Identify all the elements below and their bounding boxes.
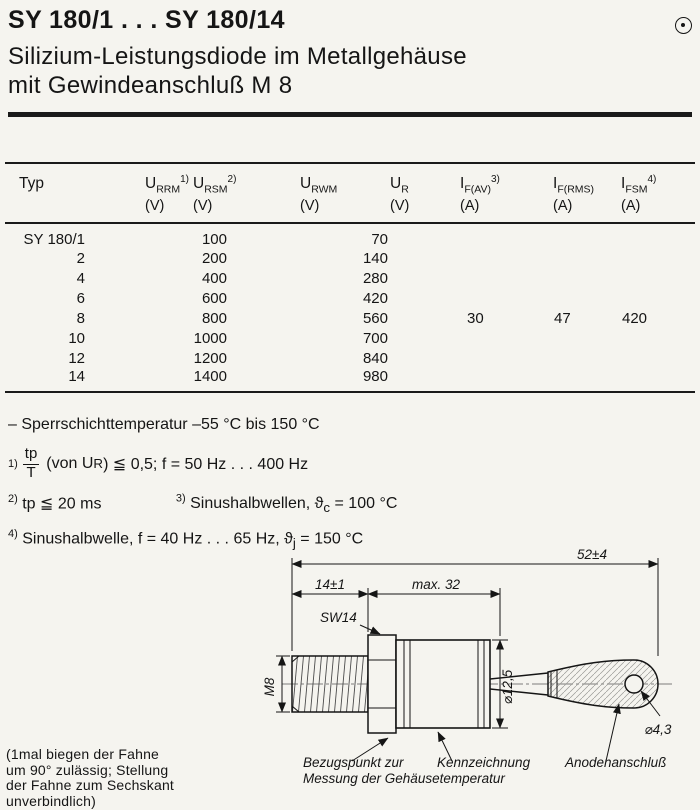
cell-ifrms [540,328,615,348]
cell-typ: 2 [76,249,85,267]
cell-ifsm [615,288,695,308]
cell-typ: 14 [68,368,85,386]
cell-ifav [450,348,540,368]
table-header-row [5,163,695,223]
fraction: $\frac{tp}{T}$ [24,445,38,481]
cell-typ: SY 180/1 [23,231,85,249]
cell-ifav [450,368,540,392]
footnote-4: $^{4)}$ Sinushalbwelle, f = 40 Hz . . . 65 Hz, $ϑ_j = 150$ °C [8,527,364,551]
cell-ifrms [540,268,615,288]
column-header-ifav: $I_{F(AV)}^{3)}$ (A) [450,163,540,223]
cell-urwm: 840 [362,349,388,367]
cell-urwm: 280 [362,269,388,287]
cell-urwm: 980 [362,368,388,386]
cell-urrm: 1200 [193,349,227,367]
threaded-stud [292,656,368,712]
anode-terminal-label: Anodenanschluß [565,755,667,770]
bend-note [6,747,174,810]
table-row [5,248,695,268]
cell-ifsm [615,223,695,248]
cell-ifsm [615,368,695,392]
total-length-label: 52±4 [577,548,607,562]
subtitle-line-2: mit Gewindeanschluß M 8 [8,72,293,100]
cell-ifsm [615,248,695,268]
cell-urwm: 140 [362,249,388,267]
anode-lug [548,660,658,708]
page-header [8,6,668,101]
cell-urrm: 600 [201,289,227,307]
cell-urwm: 420 [362,289,388,307]
ratings-table [5,162,695,393]
table-row [5,308,695,328]
cell-typ: 10 [68,329,85,347]
junction-temp-note: – Sperrschichttemperatur –55 °C bis 150 °C [8,416,320,433]
cell-typ: 12 [68,349,85,367]
cell-ifrms [540,248,615,268]
table-row [5,328,695,348]
cell-ifav [450,248,540,268]
bend-note-line: unverbindlich) [6,793,96,810]
cell-typ: 4 [76,269,85,287]
marking-label: Kennzeichnung [437,755,531,770]
body-length-label: max. 32 [411,577,461,592]
cell-ifav [450,328,540,348]
column-header-typ: Typ [5,163,135,223]
body-diameter-label: ⌀12,5 [500,669,515,705]
hole-diameter-label: ⌀4,3 [644,722,672,737]
diode-body [396,640,490,728]
cell-ifav [450,268,540,288]
bend-note-line: der Fahne zum Sechskant [6,777,175,794]
title-rule [8,112,692,117]
cell-ifav: 30 [467,309,484,327]
cell-ifav [450,223,540,248]
reference-point-label-line2: Messung der Gehäusetemperatur [303,771,505,786]
cell-ifsm [615,268,695,288]
cell-urrm: 400 [201,269,227,287]
cell-ifav [450,288,540,308]
cell-ifrms: 47 [554,309,571,327]
part-number-title: SY 180/1 . . . SY 180/14 [8,6,285,34]
lug-hole [625,675,643,693]
cell-urwm: 700 [362,329,388,347]
cell-ifsm [615,328,695,348]
table-row [5,288,695,308]
notes-section [8,416,397,562]
footnote-1: 1) $\frac{tp}{T}$ (von U R ) ≦ 0,5; f = 50 Hz . . . 400 Hz [8,445,309,481]
subtitle [8,42,668,101]
thread-size-label: M8 [262,677,277,697]
bend-note-line: um 90° zulässig; Stellung [6,761,169,778]
reference-point-label-line1: Bezugspunkt zur [303,755,404,770]
wrench-size-label: SW14 [320,610,357,625]
table-row [5,368,695,392]
table-row [5,348,695,368]
column-header-urrm: $U_{RRM}^{1)}$ (V) [135,163,190,223]
stud-length-label: 14±1 [315,577,345,592]
bend-note-line: (1mal biegen der Fahne [6,746,160,762]
cell-ifrms [540,368,615,392]
table-row [5,268,695,288]
column-header-ifrms: $I_{F(RMS)}$ (A) [540,163,615,223]
cell-urrm: 1000 [193,329,227,347]
circled-dot-icon [675,17,692,34]
cell-ifsm: 420 [622,309,648,327]
dot-icon [681,23,685,27]
cell-ifrms [540,288,615,308]
cell-urrm: 800 [201,309,227,327]
column-header-urwm: $U_{RWM}$ (V) [265,163,375,223]
table-row [5,223,695,248]
hex-nut [368,635,396,733]
cell-urrm: 200 [201,249,227,267]
column-header-ifsm: $I_{FSM}^{4)}$ (A) [615,163,695,223]
cell-urrm: 1400 [193,368,227,386]
cell-typ: 8 [76,309,85,327]
cell-urrm: 100 [201,231,227,249]
footnote-3: $^{3)}$ Sinushalbwellen, $ϑ_c = 100$ °C [175,493,398,516]
column-header-ur: $U_R$ (V) [375,163,450,223]
footnote-2-3: $^{2)}$ tp ≦ 20 ms $^{3)}$ Sinushalbwellen, $ϑ_c = 100$ °C [8,493,398,516]
cell-ifrms [540,223,615,248]
cell-urwm: 70 [371,231,388,249]
cell-ifrms [540,348,615,368]
cell-urwm: 560 [362,309,388,327]
cell-typ: 6 [76,289,85,307]
cell-ifsm [615,348,695,368]
subtitle-line-1: Silizium-Leistungsdiode im Metallgehäuse [8,43,467,70]
column-header-ursm: $U_{RSM}^{2)}$ (V) [190,163,265,223]
